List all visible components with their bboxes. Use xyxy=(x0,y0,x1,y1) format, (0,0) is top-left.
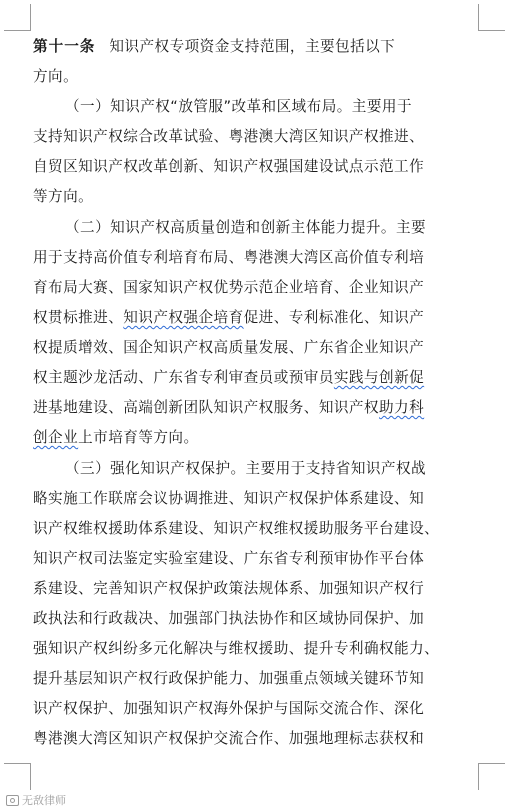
section3-line: 政执法和行政裁决、加强部门执法协作和区域协同保护、加 xyxy=(33,610,425,627)
weibo-camera-icon xyxy=(6,795,19,806)
section2-text: 权贯标推进、 xyxy=(33,309,124,326)
article-line-2 xyxy=(33,68,483,86)
section1-line: 支持知识产权综合改革试验、粤港澳大湾区知识产权推进、 xyxy=(33,128,425,145)
section3-line: 提升基层知识产权行政保护能力、加强重点领域关键环节知 xyxy=(33,670,425,687)
section3-line: （三）强化知识产权保护。主要用于支持省知识产权战 xyxy=(65,460,427,477)
section2-text: 上市培育等方向。 xyxy=(78,429,199,446)
section1-line: 等方向。 xyxy=(33,188,94,205)
crop-mark-top-left xyxy=(4,4,31,31)
section3-line: 识产权维权援助体系建设、知识产权维权援助服务平台建设、 xyxy=(33,520,440,537)
section2-line xyxy=(33,369,483,387)
crop-mark-top-right xyxy=(478,4,505,31)
section2-line xyxy=(33,309,483,327)
section3-line: 识产权保护、加强知识产权海外保护与国际交流合作、深化 xyxy=(33,700,425,717)
section2-line xyxy=(33,399,483,417)
section2-text: 权主题沙龙活动、广东省专利审查员或预审员 xyxy=(33,369,334,386)
crop-mark-bottom-left xyxy=(4,763,31,790)
section1-line: 自贸区知识产权改革创新、知识产权强国建设试点示范工作 xyxy=(33,158,425,175)
spellcheck-underlined-text: 助力科 xyxy=(379,399,425,416)
section3-line: 知识产权司法鉴定实验室建设、广东省专利预审协作平台体 xyxy=(33,550,425,567)
watermark-text: 无敌律师 xyxy=(22,794,66,807)
article-line-1 xyxy=(33,38,483,56)
article-intro-text: 知识产权专项资金支持范围，主要包括以下 xyxy=(109,38,396,55)
section3-line: 系建设、完善知识产权保护政策法规体系、加强知识产权行 xyxy=(33,580,425,597)
section2-text: 促进、专利标准化、知识产 xyxy=(243,309,425,326)
section3-line: 强知识产权纠纷多元化解决与维权援助、提升专利确权能力、 xyxy=(33,640,440,657)
spellcheck-underlined-text: 创企业 xyxy=(33,429,79,446)
crop-mark-bottom-right xyxy=(478,763,505,790)
section2-line: （二）知识产权高质量创造和创新主体能力提升。主要 xyxy=(65,219,427,236)
spellcheck-underlined-text: 实践与创新促 xyxy=(333,369,425,386)
article-heading: 第十一条 xyxy=(33,38,96,55)
watermark xyxy=(6,792,66,808)
section3-line: 略实施工作联席会议协调推进、知识产权保护体系建设、知 xyxy=(33,490,425,507)
section2-line: 育布局大赛、国家知识产权优势示范企业培育、企业知识产 xyxy=(33,279,425,296)
section2-line xyxy=(33,429,483,447)
article-intro-text-2: 方向。 xyxy=(33,68,79,85)
section2-line: 用于支持高价值专利培育布局、粤港澳大湾区高价值专利培 xyxy=(33,249,425,266)
section2-text: 进基地建设、高端创新团队知识产权服务、知识产权 xyxy=(33,399,380,416)
spellcheck-underlined-text: 知识产权强企培育 xyxy=(123,309,244,326)
section1-line: （一）知识产权“放管服”改革和区域布局。主要用于 xyxy=(65,98,412,115)
section3-line: 粤港澳大湾区知识产权保护交流合作、加强地理标志获权和 xyxy=(33,730,425,747)
section2-line: 权提质增效、国企知识产权高质量发展、广东省企业知识产 xyxy=(33,339,425,356)
